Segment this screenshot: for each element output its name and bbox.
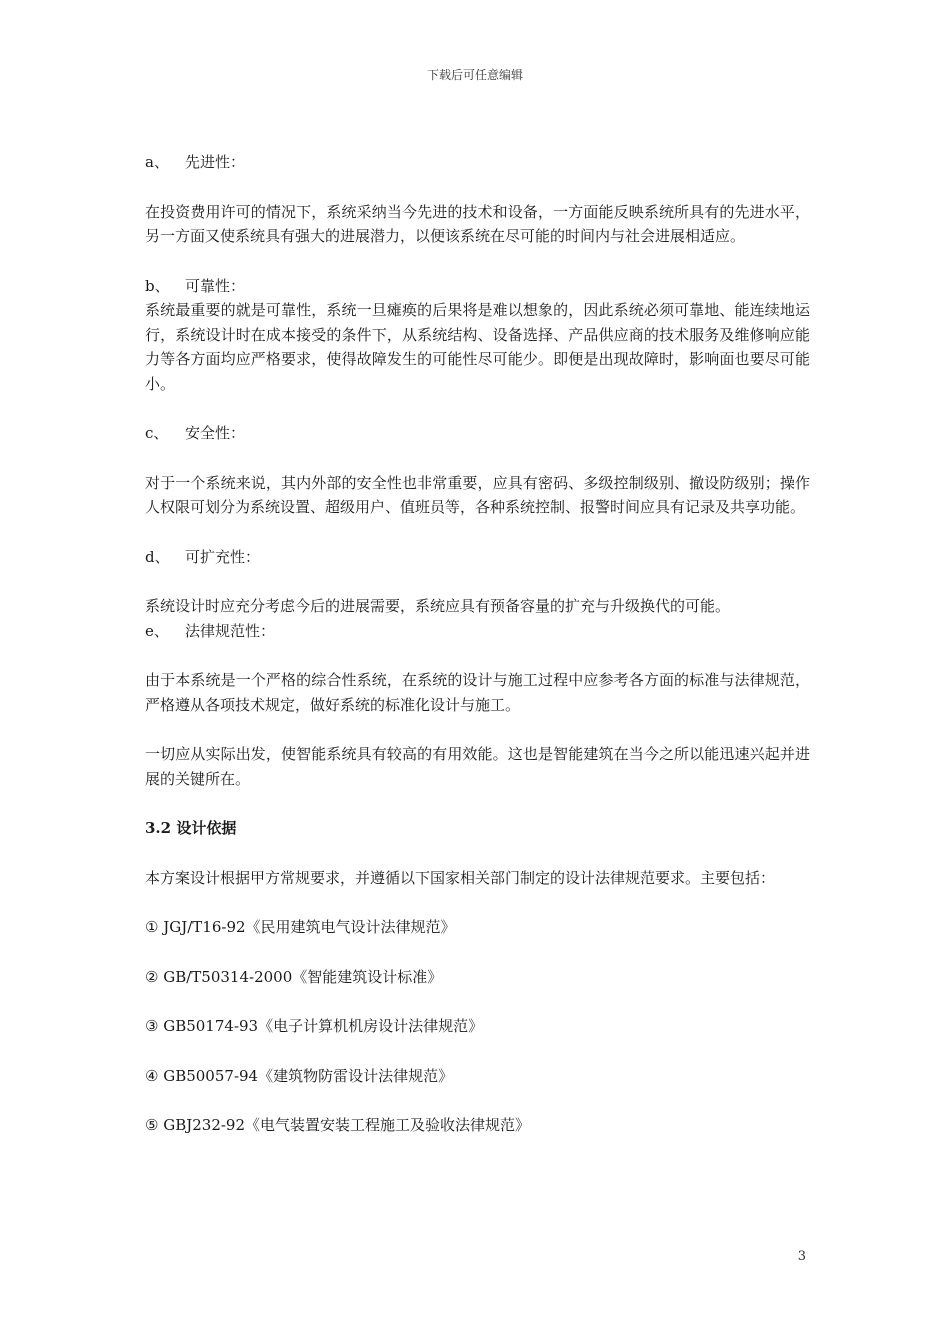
page-header: 下载后可任意编辑 — [426, 68, 523, 82]
standard-item-2: ② GB/T50314-2000《智能建筑设计标准》 — [145, 967, 443, 986]
section-intro: 本方案设计根据甲方常规要求，并遵循以下国家相关部门制定的设计法律规范要求。主要包括： — [145, 868, 776, 887]
document-body — [145, 150, 810, 1138]
item-body-a: 在投资费用许可的情况下，系统采纳当今先进的技术和设备，一方面能反映系统所具有的先进水平，另一方面又使系统具有强大的进展潜力，以便该系统在尽可能的时间内与社会进展相适应。 — [145, 202, 810, 245]
item-body-c: 对于一个系统来说，其内外部的安全性也非常重要，应具有密码、多级控制级别、撤设防级别；操作人权限可划分为系统设置、超级用户、值班员等，各种系统控制、报警时间应具有记录及共享功能。 — [145, 473, 810, 516]
standard-item-1: ① JGJ/T16-92《民用建筑电气设计法律规范》 — [145, 918, 456, 936]
standard-item-3: ③ GB50174-93《电子计算机机房设计法律规范》 — [145, 1017, 484, 1035]
conclusion-paragraph: 一切应从实际出发，使智能系统具有较高的有用效能。这也是智能建筑在当今之所以能迅速兴起并进展的关键所在。 — [145, 745, 810, 788]
item-title: 可靠性： — [185, 276, 246, 295]
item-label: e、 — [145, 621, 169, 640]
item-heading-d — [145, 545, 810, 570]
item-label: b、 — [145, 276, 170, 295]
page-number: 3 — [797, 1249, 806, 1264]
item-body-e: 由于本系统是一个严格的综合性系统，在系统的设计与施工过程中应参考各方面的标准与法律规范，严格遵从各项技术规定，做好系统的标准化设计与施工。 — [145, 671, 810, 714]
item-label: d、 — [145, 547, 170, 566]
item-body-d: 系统设计时应充分考虑今后的进展需要，系统应具有预备容量的扩充与升级换代的可能。 — [145, 597, 731, 615]
item-title: 安全性： — [185, 424, 246, 442]
standard-item-5: ⑤ GBJ232-92《电气装置安装工程施工及验收法律规范》 — [145, 1116, 531, 1134]
item-body-b: 系统最重要的就是可靠性，系统一旦瘫痪的后果将是难以想象的，因此系统必须可靠地、能连续地运行，系统设计时在成本接受的条件下，从系统结构、设备选择、产品供应商的技术服务及维修响应能力等各方面均应严格要求，使得故障发生的可能性尽可能少。即便是出现故障时，影响面也要尽可能小。 — [145, 301, 810, 393]
section-title: 3.2 设计依据 — [145, 819, 237, 837]
item-title: 先进性： — [185, 153, 246, 171]
item-heading-c — [145, 421, 810, 446]
item-label: c、 — [145, 424, 169, 442]
item-heading-e — [145, 619, 810, 644]
item-title: 法律规范性： — [185, 621, 276, 640]
standard-item-4: ④ GB50057-94《建筑物防雷设计法律规范》 — [145, 1066, 454, 1085]
item-heading-b — [145, 274, 810, 299]
item-title: 可扩充性： — [185, 547, 261, 566]
item-label: a、 — [145, 153, 169, 171]
item-heading-a — [145, 150, 810, 175]
